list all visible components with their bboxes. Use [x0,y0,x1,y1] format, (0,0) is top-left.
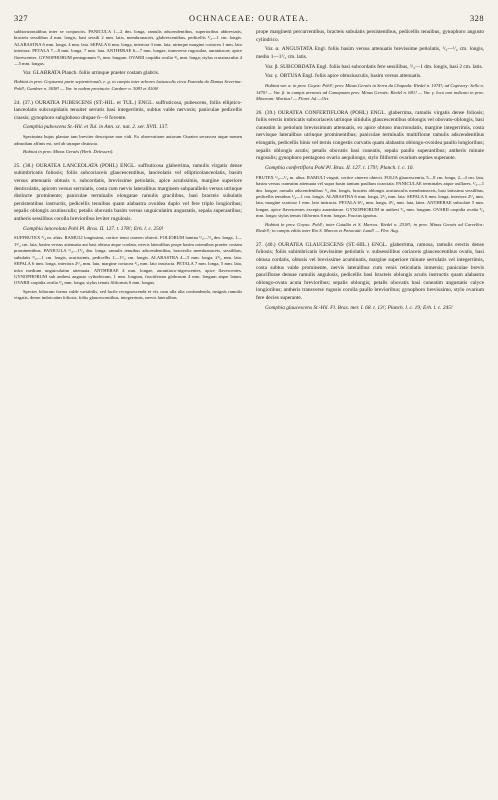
page-number-left: 327 [14,14,29,23]
variety-beta: Var. β. SUBCORDATA Engl. foliis basi subcordatis fere sessilibus, ³/₄—1 dm. longis, basi 2 cm. latis. [265,63,483,70]
species-24-synonym: Gomphia pubescens St.-Hil. et Tul. in Ann. sc. nat. 2. ser. XVII. 137. [23,124,169,131]
text-columns [14,29,484,314]
family-name: OCHNACEAE: [188,14,255,23]
species-26-description: FRUTEX ¹/₂—¹/₂ m. altus. RAMULI virgati, cortice cinereo obtecti. FOLIA glaucescentia, 5—8 cm. longa, 2—4 cm. lata, basim versus cuneatim attenuata vel supra basin tantum paullum coarctata. PANICULAE terminales atque axillares, ¹/₂—1 dm. longae, ramulis adscendentibus ¹/₄ dm. longis, bracteis oblongis acutiusculis membranaceis, basi latissima sessilibus, pedicellis tenuibus ¹/₄—1 cm. longis. ALABASTRA 6 mm. longa, 2¹/₂ mm. lata. SEPALA 6 mm. longa, interiora 2¹/₂ mm. lata, margine scarioso 1 mm. lato instructa. PETALA 6¹/₂ mm. longa, 4¹/₂ mm. lata, latea. ANTHERAE subsolate 5 mm. longae, apice flavescentes excepto aurantiacae. GYNOPHORUM in anthesi ³/₄ mm. longum. OVARII carpidia ovalia ³/₄ mm. longa; stylus tenuis filiformis 6 mm. longus. Fructus ignotus. [256,174,484,219]
species-25-synonym: Gomphia lanceolata Pohl Pl. Bras. II. 127. t. 178!; Erh. l. c. 250! [23,225,164,232]
species-25-remark: Species foliorum forma valde variabilis, sed facile recognoscenda et vix cum ulla alia confundenda, insignis ramulis virgatis, dense imbricatim foliosis, foliis glaucescentibus, integerrimis, nervis lateralibus [14,288,242,301]
variety-glabrata: Var. GLABRATA Planch. foliis utrinque praeter costam glabris. [23,69,160,76]
species-25-description: SUFFRUTEX ³/₄ m. altus. RAMULI longissimi, cortice tenui cinereo obtecti. FOLIORUM lamina ¹/₂—⁵/₄ dm. longa, 1—1³/₄ cm. lata, basim versus attenuata aut basi obtusa atque cordata, nervis lateralibus prope basim orientibus praeter costam prominentibus. PANICULA ¹/₄—1⁵/₄ dm. longa, ramulis tenuibus adscendentibus, bracteolis membranaceis, sessilibus, subulatis ¹/₂—1 cm. longis, acutissimis, pedicellis 1—1¹/₂ cm. longis. ALABASTRA 4—5 mm. longa, 2¹/₂ mm. lata. SEPALA 6 mm. longa, interiora 2¹/₂ mm. lata, margine coriacea ²/₃ mm. lato instructa. PETALA 7 mm. longa, 5 mm. lata, infra medium unguiculatim attenuata. ANTHERAE 4 mm. longae, aurantiaco-nigrescentes, apice flavescentes. GYNOPHORUM sub anthesi angusto cylindricum, 1 mm. longum, fructiferum globosum 4 mm. longum atque latum. OVARII carpidia ovalia ³/₄ mm. longa; stylus tenuis filiformis 6 mm. longus. [14,235,242,286]
species-25-diagnosis: 25. (38.) OURATEA LANCEOLATA (POHL) ENGL. suffruticosa glaberrima, ramulis virgatis dense subimbricatis foliosis; foliis subcoriaceis glaucescentibus, lanceolatis vel ellipticolanceolatis, basim versus attenuatis obtusis v. subcordatis, brevissime petiolatis, apice acutissimis, margine superiore denticulatis, apicem versus serrulatis, costa cum nervis lateralibus marginem subparallelis versus utrinque distincte prominente; paniculae terminalis elongatae ramulis gracilibus, basi bracteis subulatis persistentibus instructis, pedicellis tenuibus quam alabastra ovoidea duplo vel fere triplo longioribus; sepalis oblongis acutiusculis; petalis obovatis basim versus unguiculatim angustatis, sepala superantibus; antheris sessilibus corolla brevioribus leviter rugulosis. [14,162,242,222]
variety-gamma: Var. γ. OBTUSA Engl. foliis apice obtusiusculis, basim versus attenuatis. [265,73,422,80]
page-number-right: 328 [469,14,484,23]
species-26-synonym: Gomphia confertiflora Pohl Pl. Bras. II. 127. t. 179!; Planch. l. c. 16. [265,164,414,171]
varieties-habitat: Habitat var. α. in prov. Goyas: Pohl!; prov. Minas Geraës in Serra da Chapada: Riedel n. 1074!; ad Capivary: Sello n. 1470! — Var. β. in campis arenosis ad Camapuam prov. Minas Geraës: Riedel n. 681! — Var. γ. loco non indicato in prov. Minarum: Martius! — Floret Jul.—Oct. [256,83,484,102]
genus-name: OURATEA. [258,14,310,23]
species-24-diagnosis: 24. (37.) OURATEA PUBESCENS (ST.-HIL. et TUL.) ENGL. suffruticosa, pubescens, foliis elliptico-lanceolatis subcuspidatis tenuiter serratis basi integerrimis, subtus valde nervosis; paniculae pedicellis crassis; gynophoro subgloboso drupae 6—8 foventе. [14,99,242,121]
species-27-diagnosis: 27. (40.) OURATEA GLAUCESCENS (ST.-HIL.) ENGL. glaberrima, ramosa, ramulis erectis dense foliosis; foliis subimbricatis brevissime petiolatis v. subsessilibus coriaceis glaucescentibus ovatis, basi obtusa cordatis, obtusis vel brevissime acuminatis, margine superiore minute serrulatis vel integerrimis, costa subtus valde prominente, nervis lateralibus cum venis reticulatis inmersis; paniculae brevis pauciflorae densae ramulis angulosis, pedicellis basi bracteis oblongis acutis instructis quam alabastra oblongo-ovata acuta brevioribus; sepalis oblongis; petalis obovatis basi cuneatim angustatis calyce longioribus; antheris transverse rugosis corolla paullo brevioribus; gynophoro breviusimo, stylo ovarium fere decies superante. [256,241,484,301]
running-title [189,14,309,23]
species-25-remark-continued: prope marginem percurrentibus, bracteis subulatis persistentibus, pedicellis tenuibus, gynophoro angusto cylindrico. [256,29,484,43]
left-column [14,29,242,314]
right-column [256,29,484,314]
species-26-habitat: Habitat in prov. Goyas: Pohl!; inter Catalão et S. Marcos: Riedel n. 2518!; in prov. Minas Geraës ad Curvellos: Riedel!; in campis editis inter Rio S. Marcos et Paracatú: Lund! — Flor. Aug. [256,221,484,234]
species-24-remark: Specimina hujus plantae tam breviter descriptae non vidi. Ex observatione autorum Ouratea serrascea atque nomen admodum affinis est, sed ab utraque distincta. [14,134,242,146]
description-continued: subhorizontalibus inter se conjunctis. PANICULA 1—2 dm. longa, ramulis adscendentibus, superioribus abbreviatis, bracteis sessilibus 4 mm. longis, basi sessili 2 mm. latis, membranaceis, glabrescentibus, pedicellis ¹/₂—1 cm. longis. ALABASTRA 6 mm. longa, 4 mm. lata. SEPALA 6 mm. longa, interiora 3 mm. lata, utrinque margine coriacea 1 mm. lato interiora. PETALA 7—8 mm. longa, 7 mm. lata. ANTHERAE 6—7 mm. longae, transverse rugosulae, aurantiacae, apice flavescentes. GYNOPHORUM pentagonum ⁴/₅ mm. longum. OVARII carpidia ovalia ⁴/₅ mm. longa; stylus crassiusculus 4—5 mm. longus. [14,29,242,67]
variety-alpha: Var. α. ANGUSTATA Engl. foliis basim versus attenuatis brevissime petiolatis, ¹/₂—¹/₄ cm. longis, medio 1—1¹/₂ cm. latis. [256,46,484,60]
species-27-synonym: Gomphia glaucescens St.-Hil. Fl. Bras. mer. I. 68. t. 13!; Planch. l. c. 19; Erh. l. c. 245! [265,304,453,311]
species-24-habitat: Habitat in prov. Minas Geraës (Herb. Delessert). [23,149,114,155]
running-head [14,14,484,23]
species-26-diagnosis: 26. (39.) OURATEA CONFERTIFLORA (POHL) ENGL. glaberrima, ramulis virgatis dense foliosis; foliis erectis imbricatis subcoriaceis utrinque nitidulis glaucescentibus oblongis vel obovato-oblongis, basi cuneatim in petiolum brevissimum attenuatis, ex apice obtuso mucronulatis, margine integerrimis, costa nervisque lateralibus utrinque prominentibus; paniculae terminalis multiflorae ramulis adscendentibus elongatis, pedicellis binis vel ternis congestis curvatis quam alabastra oblongo-ovoidea paullo longioribus; sepalis oblongis acutis; petalis obovatis basi cuneatis, sepala paullo superantibus; antheris minute rugosulis; gynophoro pentagono ovario aequilongo, stylo filiformi ovarium septies superante. [256,109,484,162]
habitat-note: Habitat in prov. Goyasensi parte septentrionali, e. g. in campis inter arbores laxiusculis circa Fazenda do Damas Severina: Pohl!; Gardner n. 3638! — Var. in eadem provincia: Gardner n. 3083 et 4106! [14,79,242,91]
